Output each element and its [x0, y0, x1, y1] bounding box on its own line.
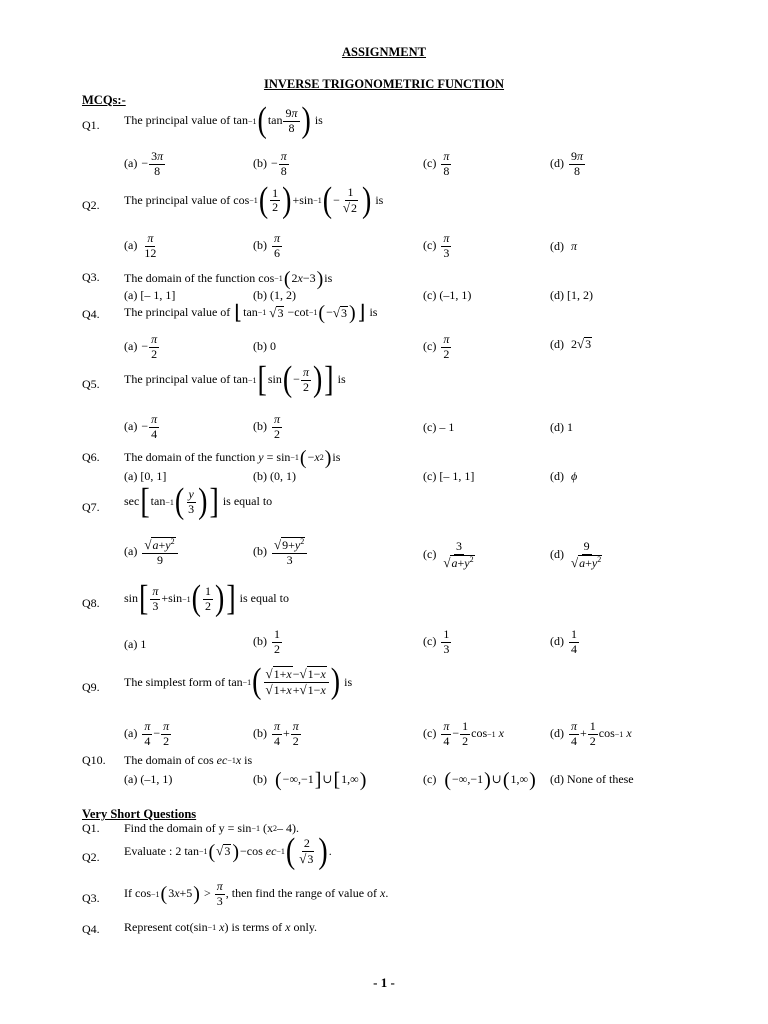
q6-number: Q6.	[82, 450, 100, 464]
q9-option-d: (d) $\frac{\pi}{4}$ + $\frac{1}{2}$ cos −1 x	[550, 719, 632, 748]
vsq2-text: Evaluate : 2 tan −1 ( √ 3 ) −cos ec −1 ( $\frac{2}{√3}$ ) .	[124, 831, 332, 872]
q8-number: Q8.	[82, 596, 100, 610]
vsq3-text: If cos −1 ( 3 x +5 ) > $\frac{\pi}{3}$ , then find the range of value of x .	[124, 879, 389, 908]
q9-option-c: (c) $\frac{\pi}{4}$ − $\frac{1}{2}$ cos −1 x	[423, 719, 504, 748]
q2-option-a: (a) $\frac{\pi}{12}$	[124, 231, 157, 260]
q5-option-d: (d) 1	[550, 420, 573, 434]
q9-option-a: (a) $\frac{\pi}{4}$ − $\frac{\pi}{2}$	[124, 719, 170, 748]
page-subtitle: INVERSE TRIGONOMETRIC FUNCTION	[263, 77, 505, 91]
q1-option-a: (a) − $\frac{3\pi}{8}$	[124, 149, 164, 178]
q7-option-d: (d) $\frac{9}{√a+y^2}$	[550, 539, 602, 570]
q4-option-b: (b) 0	[253, 339, 276, 353]
page-title: ASSIGNMENT	[341, 45, 427, 59]
q1-stem: The principal value of tan −1 ( tan $\frac{9\pi}{8}$ ) is	[124, 100, 323, 141]
q2-option-d: (d) π	[550, 239, 578, 253]
q10-option-b: (b) ( −∞,−1 ] ∪ [ 1,∞ )	[253, 769, 367, 791]
q4-stem: The principal value of ⌊ tan −1 √ 3 −cot −1 ( − √ 3 ) ⌋ is	[124, 302, 378, 324]
q8-option-c: (c) $\frac{1}{3}$	[423, 627, 450, 656]
page-number: - 1 -	[373, 975, 395, 990]
q3-stem: The domain of the function cos −1 ( 2 x −3 ) is	[124, 268, 333, 290]
q4-number: Q4.	[82, 307, 100, 321]
vsq1-number: Q1.	[82, 821, 100, 835]
q1-option-c: (c) $\frac{\pi}{8}$	[423, 149, 450, 178]
q7-option-b: (b) $\frac{√9+y^2}{3}$	[253, 537, 308, 568]
q2-number: Q2.	[82, 198, 100, 212]
q5-option-a: (a) − $\frac{\pi}{4}$	[124, 412, 158, 441]
q5-option-c: (c) – 1	[423, 420, 455, 434]
q3-option-b: (b) (1, 2)	[253, 288, 296, 302]
vsq4-number: Q4.	[82, 922, 100, 936]
q2-option-c: (c) $\frac{\pi}{3}$	[423, 231, 450, 260]
q10-option-a: (a) (–1, 1)	[124, 772, 173, 786]
q6-option-d: (d) ϕ	[550, 469, 578, 483]
q8-stem: sin [ $\frac{\pi}{3}$ +sin −1 ( $\frac{1}{2}$ ) ] is equal to	[124, 578, 289, 619]
q10-number: Q10.	[82, 753, 106, 767]
q8-option-d: (d) $\frac{1}{4}$	[550, 627, 577, 656]
q3-option-c: (c) (–1, 1)	[423, 288, 472, 302]
q6-option-c: (c) [– 1, 1]	[423, 469, 475, 483]
q6-option-a: (a) [0, 1]	[124, 469, 167, 483]
q6-option-b: (b) (0, 1)	[253, 469, 296, 483]
q8-option-b: (b) $\frac{1}{2}$	[253, 627, 280, 656]
q9-number: Q9.	[82, 680, 100, 694]
q7-option-c: (c) $\frac{3}{√a+y^2}$	[423, 539, 474, 570]
q1-option-d: (d) $\frac{9\pi}{8}$	[550, 149, 584, 178]
q4-option-a: (a) − $\frac{\pi}{2}$	[124, 332, 158, 361]
q8-option-a: (a) 1	[124, 637, 147, 651]
q3-option-d: (d) [1, 2)	[550, 288, 593, 302]
q10-option-c: (c) ( −∞,−1 ) ∪ ( 1,∞ )	[423, 769, 536, 791]
q2-option-b: (b) $\frac{\pi}{6}$	[253, 231, 281, 260]
q10-stem: The domain of cos ec −1 x is	[124, 753, 253, 767]
q1-option-b: (b) − $\frac{\pi}{8}$	[253, 149, 287, 178]
q4-option-c: (c) $\frac{\pi}{2}$	[423, 332, 450, 361]
vsq-heading: Very Short Questions	[82, 807, 197, 821]
vsq2-number: Q2.	[82, 850, 100, 864]
q5-stem: The principal value of tan −1 [ sin ( − $\frac{\pi}{2}$ ) ] is	[124, 359, 346, 400]
q6-stem: The domain of the function y = sin −1 ( − x 2 ) is	[124, 447, 341, 469]
q9-stem: The simplest form of tan −1 ( $\frac{√1+x-√1-x}{√1+x+√1-x}$ ) is	[124, 661, 353, 702]
mcq-heading: MCQs:-	[82, 93, 126, 107]
q5-option-b: (b) $\frac{\pi}{2}$	[253, 412, 281, 441]
vsq3-number: Q3.	[82, 891, 100, 905]
q3-option-a: (a) [– 1, 1]	[124, 288, 176, 302]
q2-stem: The principal value of cos −1 ( $\frac{1}{2}$ ) +sin −1 ( − $\frac{1}{√2}$ ) is	[124, 180, 384, 221]
vsq1-text: Find the domain of y = sin −1 (x 2 – 4).	[124, 821, 299, 835]
q10-option-d: (d) None of these	[550, 772, 634, 786]
q1-number: Q1.	[82, 118, 100, 132]
q7-number: Q7.	[82, 500, 100, 514]
q4-option-d: (d) 2 √ 3	[550, 336, 592, 352]
q5-number: Q5.	[82, 377, 100, 391]
q3-number: Q3.	[82, 270, 100, 284]
q7-option-a: (a) $\frac{√a+y^2}{9}$	[124, 537, 179, 568]
q9-option-b: (b) $\frac{\pi}{4}$ + $\frac{\pi}{2}$	[253, 719, 299, 748]
q7-stem: sec [ tan −1 ( $\frac{y}{3}$ ) ] is equal to	[124, 481, 273, 522]
vsq4-text: Represent cot(sin −1 x ) is terms of x only.	[124, 920, 318, 934]
